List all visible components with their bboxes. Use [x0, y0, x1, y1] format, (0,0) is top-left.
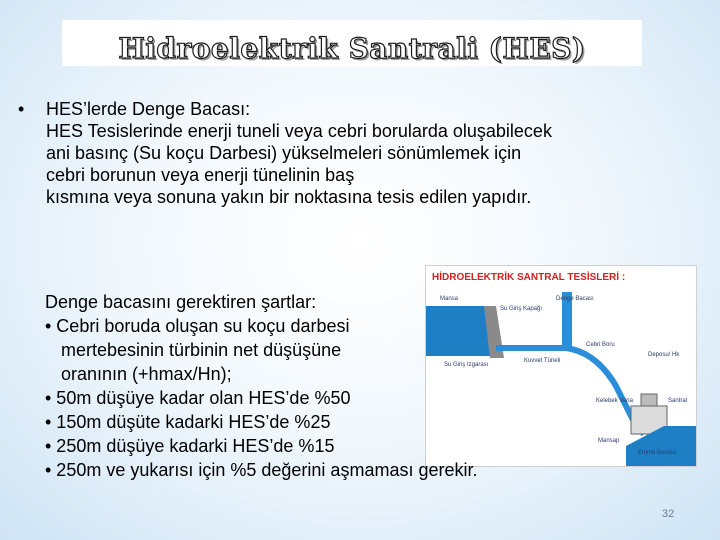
- label-intake-gate: Su Giriş Kapağı: [500, 306, 543, 312]
- bullet-icon: •: [18, 99, 25, 119]
- condition-line: • 150m düşüte kadarki HES’de %25: [45, 412, 331, 432]
- condition-line: • Cebri boruda oluşan su koçu darbesi: [45, 316, 350, 336]
- paragraph-line: HES Tesislerinde enerji tuneli veya cebri borularda oluşabilecek: [46, 121, 552, 141]
- condition-line: • 250m düşüye kadarki HES’de %15: [45, 436, 335, 456]
- label-head: Deposu/ Hk: [648, 352, 680, 358]
- title-box: [62, 20, 642, 66]
- condition-line: • 50m düşüye kadar olan HES’de %50: [45, 388, 351, 408]
- slide-title: Hidroelektrik Santrali (HES): [118, 32, 586, 65]
- section-heading: HES’lerde Denge Bacası:: [46, 99, 251, 119]
- condition-line: oranının (+hmax/Hn);: [61, 364, 232, 384]
- paragraph-line: kısmına veya sonuna yakın bir noktasına tesis edilen yapıdır.: [46, 187, 532, 207]
- label-surge-tank: Denge Bacası: [556, 296, 594, 302]
- paragraph-line: ani basınç (Su koçu Darbesi) yükselmeleri sönümlemek için: [46, 143, 522, 163]
- paragraph-line: cebri borunun veya enerji tünelinin baş: [46, 165, 355, 185]
- label-tailrace: Mansap: [598, 438, 620, 444]
- section-conditions: [45, 290, 688, 482]
- label-butterfly-valve: Kelebek Vana: [596, 398, 633, 404]
- section-denge-bacasi: [18, 98, 698, 208]
- label-intake-grate: Su Giriş Izgarası: [444, 362, 489, 368]
- conditions-heading: Denge bacasını gerektiren şartlar:: [45, 292, 317, 312]
- label-draft-tube: Emme Borusu: [638, 450, 677, 456]
- diagram-title: HİDROELEKTRİK SANTRAL TESİSLERİ :: [432, 272, 626, 283]
- label-powerhouse: Santral: [668, 398, 688, 404]
- condition-line: mertebesinin türbinin net düşüşüne: [61, 340, 342, 360]
- section-heading-row: [18, 98, 698, 120]
- section-paragraph: [46, 120, 698, 208]
- label-penstock: Cebri Boru: [586, 342, 615, 348]
- label-reservoir: Mansa: [440, 296, 459, 302]
- page-number: 32: [662, 508, 675, 520]
- label-power-tunnel: Kuvvet Tüneli: [524, 358, 561, 364]
- condition-line: • 250m ve yukarısı için %5 değerini aşmaması gerekir.: [45, 460, 478, 480]
